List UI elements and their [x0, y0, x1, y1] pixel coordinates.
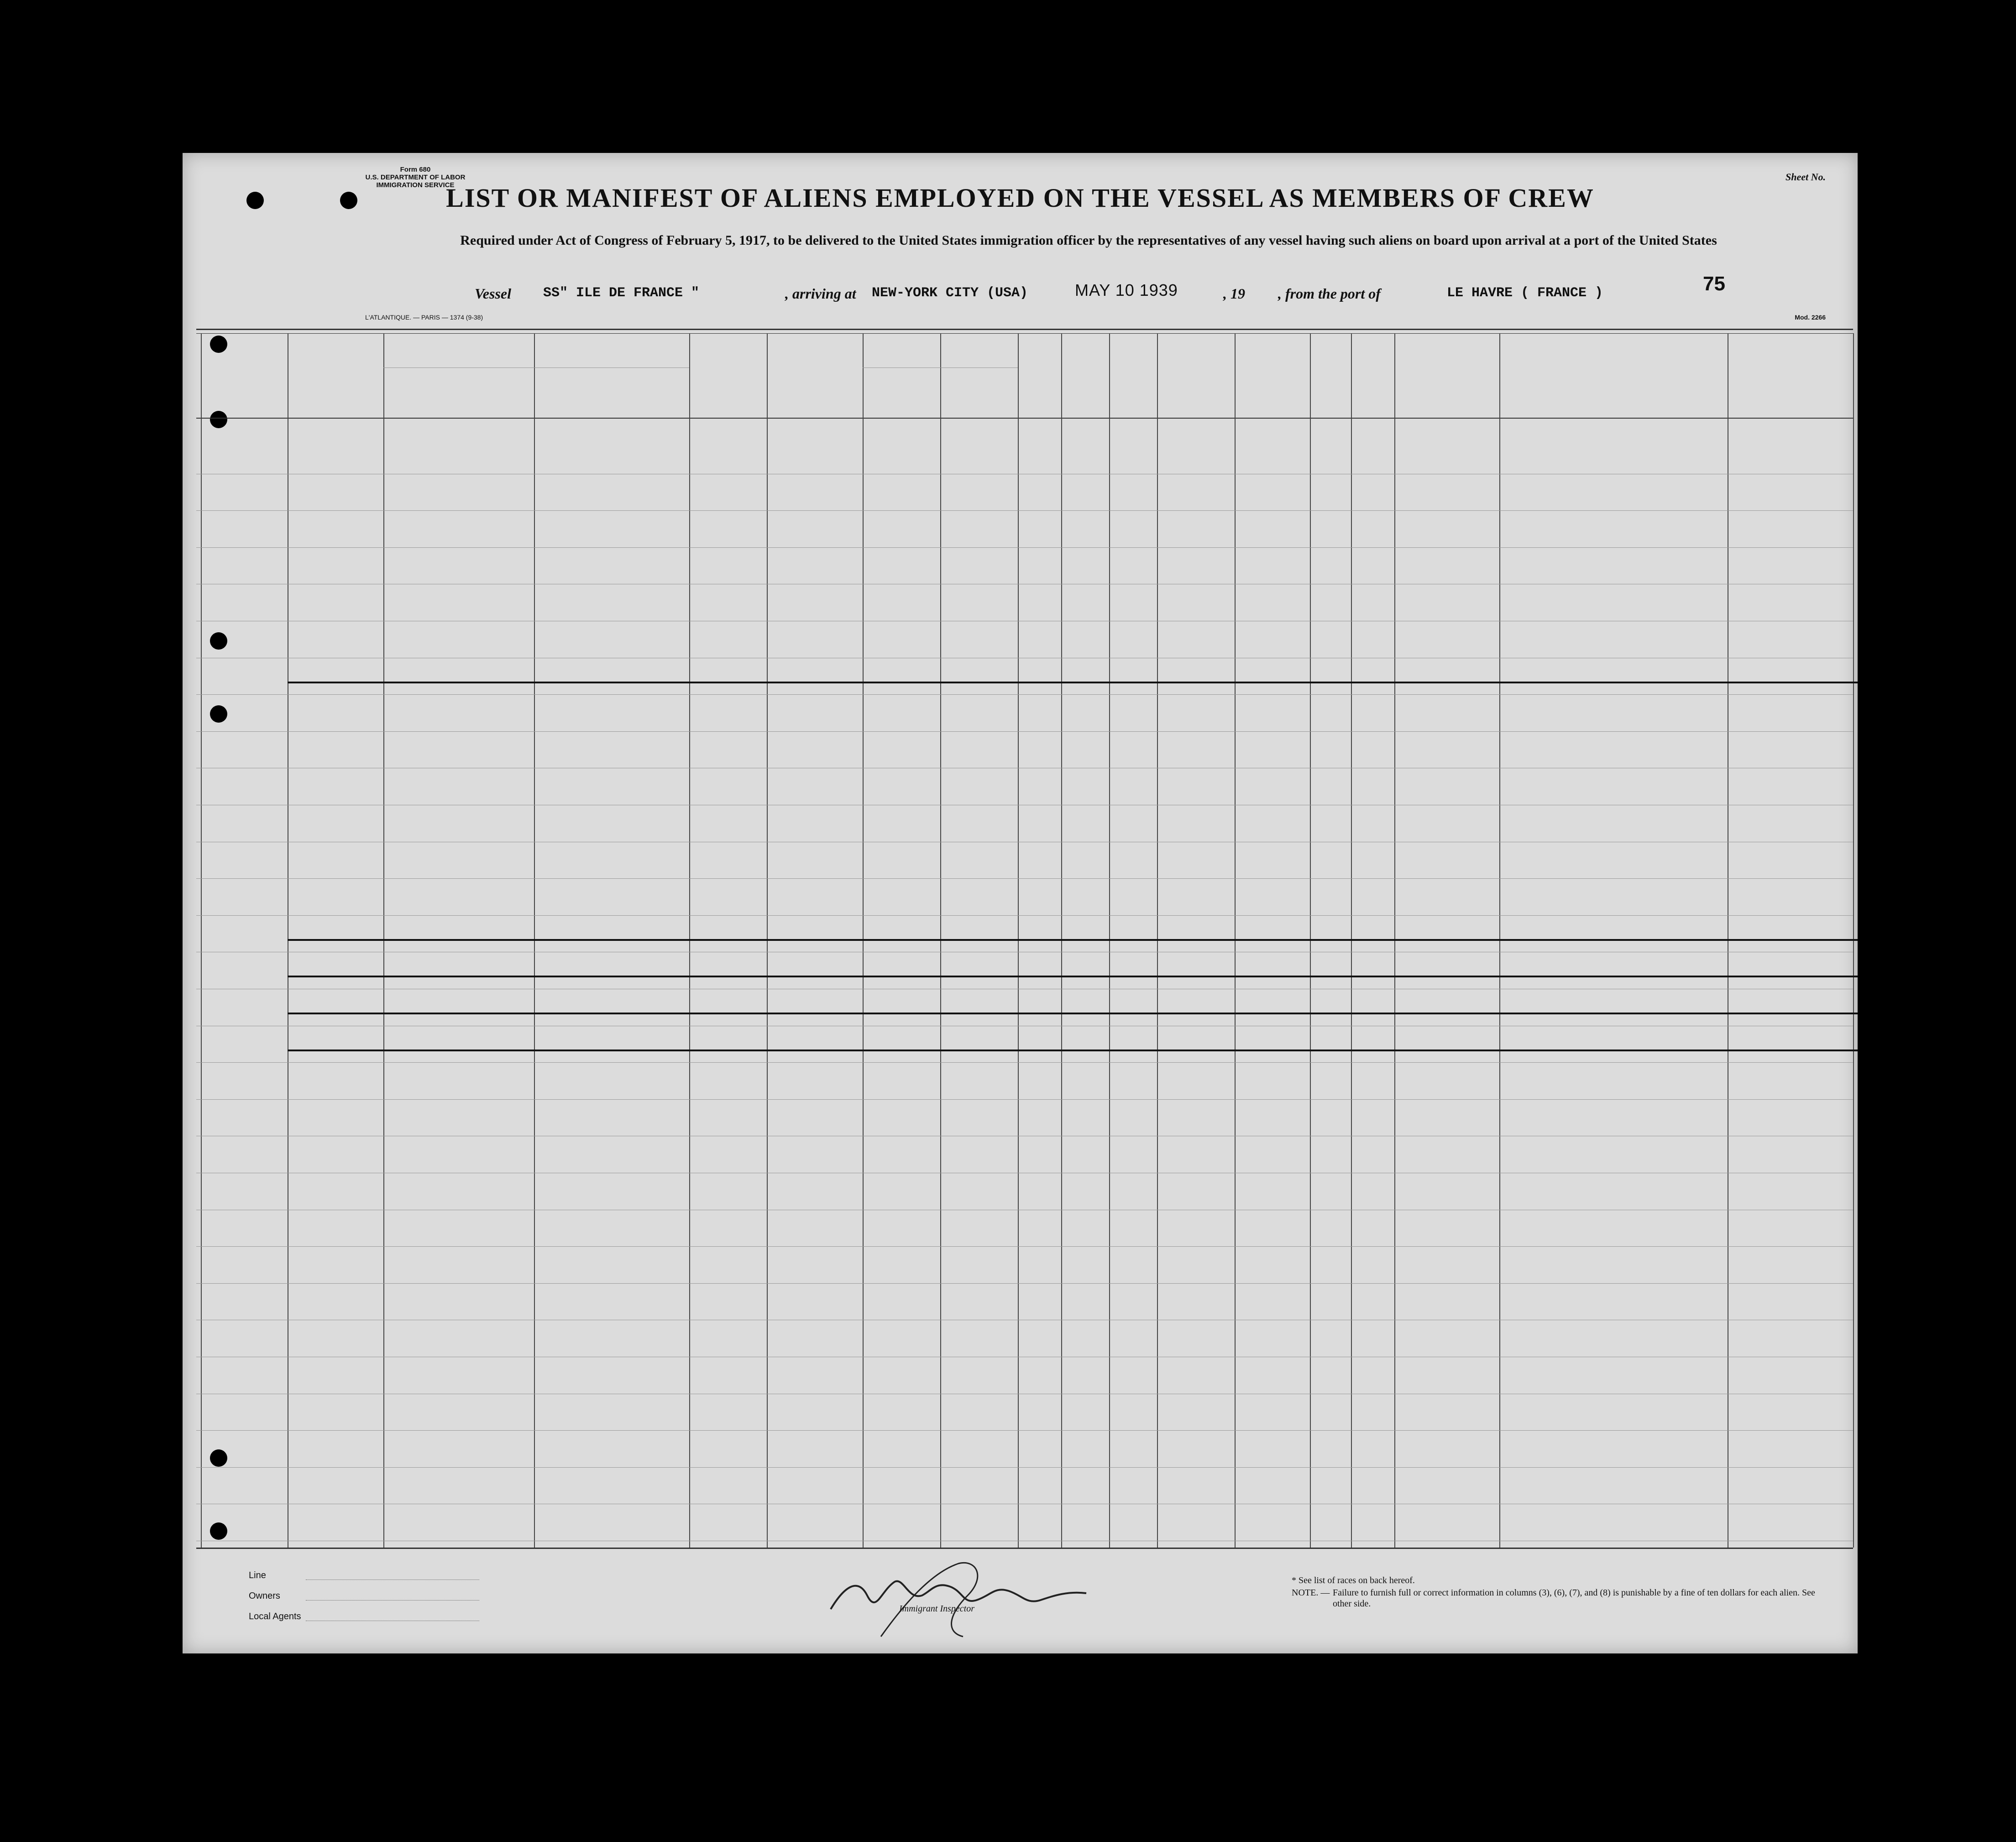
- service-name: IMMIGRATION SERVICE: [376, 181, 455, 189]
- inspector-label: Immigrant Inspector: [899, 1604, 974, 1614]
- punch-hole: [210, 632, 227, 650]
- row-rule: [196, 694, 1853, 695]
- agents-label: Local Agents: [249, 1611, 301, 1622]
- strike-through-line: [288, 682, 1858, 683]
- year-label: , 19: [1223, 285, 1245, 302]
- mod-number: Mod. 2266: [1795, 314, 1826, 321]
- race-note: * See list of races on back hereof.: [1292, 1575, 1415, 1585]
- header-bottom-rule: [196, 418, 1853, 419]
- row-rule: [196, 1283, 1853, 1284]
- subheader-rule: [863, 367, 1018, 368]
- row-rule: [196, 1099, 1853, 1100]
- table-top-rule: [196, 333, 1853, 334]
- sheet-number: 75: [1703, 273, 1725, 295]
- row-rule: [196, 1430, 1853, 1431]
- column-divider: [201, 333, 202, 1548]
- row-rule: [196, 878, 1853, 879]
- row-rule: [196, 510, 1853, 511]
- punch-hole: [210, 1522, 227, 1540]
- from-label: , from the port of: [1278, 285, 1381, 302]
- sheet-label: Sheet No.: [1786, 171, 1826, 183]
- row-rule: [196, 731, 1853, 732]
- page-subtitle: Required under Act of Congress of February 5, 1917, to be delivered to the United States immigration officer by the representatives of any vessel having such aliens on board upon arrival at a port of the United States: [460, 233, 1717, 248]
- row-rule: [196, 1467, 1853, 1468]
- punch-hole: [144, 1034, 161, 1051]
- row-rule: [196, 1246, 1853, 1247]
- date-stamp: MAY 10 1939: [1075, 281, 1178, 299]
- column-divider: [534, 367, 535, 1548]
- department-name: U.S. DEPARTMENT OF LABOR: [365, 173, 466, 181]
- from-value: LE HAVRE ( FRANCE ): [1447, 285, 1603, 301]
- vessel-value: SS" ILE DE FRANCE ": [543, 285, 700, 301]
- arriving-value: NEW-YORK CITY (USA): [872, 285, 1028, 301]
- arriving-label: , arriving at: [785, 285, 856, 302]
- strike-through-line: [288, 1013, 1858, 1014]
- strike-through-line: [288, 1050, 1858, 1051]
- row-rule: [196, 1062, 1853, 1063]
- manifest-page: [183, 153, 1858, 1653]
- vessel-label: Vessel: [475, 285, 511, 302]
- strike-through-line: [288, 939, 1858, 941]
- strike-through-line: [288, 976, 1858, 977]
- printer-info: L'ATLANTIQUE. — PARIS — 1374 (9-38): [365, 314, 483, 321]
- form-number: Form 680: [400, 166, 431, 173]
- line-label: Line: [249, 1570, 266, 1580]
- inspector-signature: [812, 1536, 1159, 1650]
- owners-label: Owners: [249, 1591, 280, 1601]
- punch-hole: [210, 1449, 227, 1467]
- punch-hole: [210, 705, 227, 723]
- punch-hole: [210, 336, 227, 353]
- row-rule: [196, 547, 1853, 548]
- punch-hole: [210, 411, 227, 428]
- owners-line: [306, 1600, 479, 1601]
- note-label: NOTE. —: [1292, 1588, 1330, 1598]
- page-title: LIST OR MANIFEST OF ALIENS EMPLOYED ON THE VESSEL AS MEMBERS OF CREW: [446, 183, 1594, 213]
- subheader-rule: [383, 367, 689, 368]
- vessel-line: [183, 281, 1858, 308]
- table-top-rule: [196, 329, 1853, 330]
- row-rule: [196, 915, 1853, 916]
- note-text: Failure to furnish full or correct information in columns (3), (6), (7), and (8) is punishable by a fine of ten dollars for each alien. See other side.: [1333, 1588, 1815, 1609]
